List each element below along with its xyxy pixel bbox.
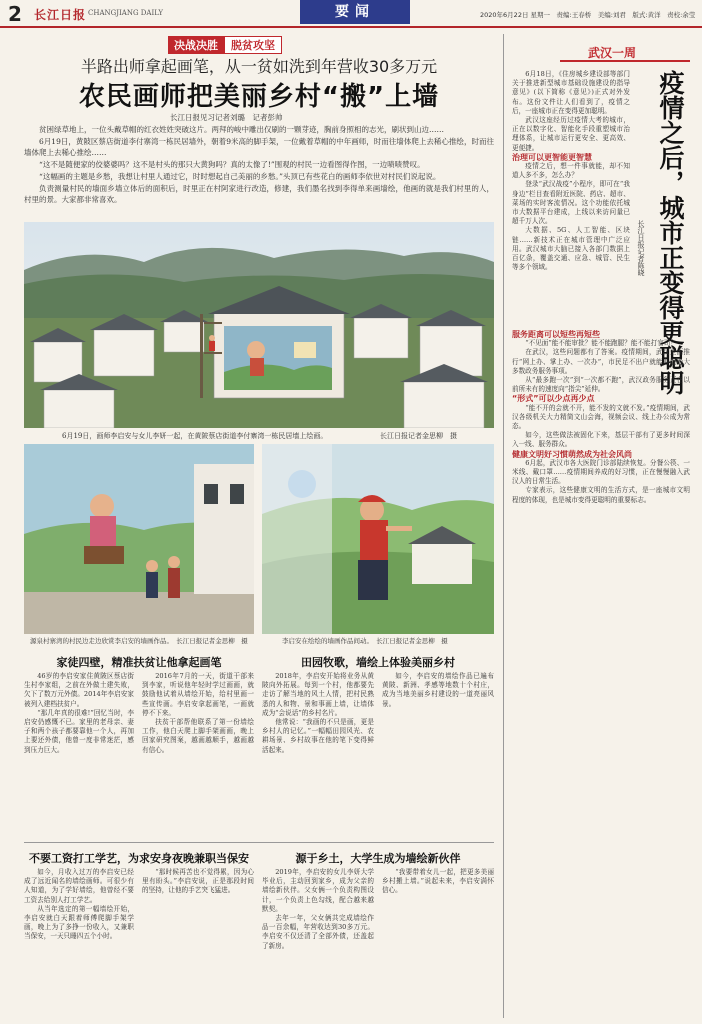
section-heading: 源于乡土，大学生成为墙绘新伙伴 bbox=[295, 852, 461, 865]
right-headline: 疫情之后，城市正变得更聪明 bbox=[656, 70, 685, 395]
paper-subtitle: CHANGJIANG DAILY bbox=[88, 9, 164, 17]
right-byline: 长江日报记者陈晓 bbox=[637, 220, 645, 276]
section-divider bbox=[24, 842, 494, 843]
story-kicker: 半路出师拿起画笔，从一贫如洗到年营收30多万元 bbox=[80, 57, 438, 76]
lead-paragraph: 负责测量村民的墙面乡墙立体后的面积后，时里正在村阿家进行改造，修建，我们墨名找到李得单来画墙绘，他画的就是我们村里的人，村里的景。大家都非常喜欢。 bbox=[24, 184, 494, 204]
section-body: 如今，月收入过万的李启安已经成了远近闻名的墙绘画师。可很少有人知道，为了学好墙绘，他曾经不要工资去给别人打工学艺。 从当年选定的第一幅墙绘开始，李启安就白天跟着师傅爬脚手架学画，晚上为了多挣一份收入，又兼职当保安，一天只睡四五个小时。 bbox=[24, 868, 134, 941]
page-number: 2 bbox=[8, 2, 22, 26]
lead-paragraph: 6月19日，黄陂区蔡店街道李付寨湾一栋民居墙外，朝着9米高的脚手架，一位戴着草帽的中年画师，时而往墙体爬上去稀心推绘，时而往墙体爬上去稀心推绘…… bbox=[24, 137, 494, 157]
section-body: “那时候再苦也不觉得累，因为心里有盼头。”李启安说，正是那段时间的坚持，让他的手艺突飞猛进。 bbox=[142, 868, 254, 895]
right-subheading: “形式”可以少点再少点 bbox=[512, 394, 595, 404]
section-heading: 田园牧歌，墙绘上体验美丽乡村 bbox=[301, 656, 455, 669]
photo-villagers-viewing-mural bbox=[24, 444, 254, 634]
photo-painter-at-work bbox=[262, 444, 494, 634]
lead-paragraph: 贫困绿草地上，一位头戴草帽的红衣姓姓突破这片。两拜的峻中雕出仅刷的一颗芽迹，胸前身照相的志光，刷状到山边…… bbox=[39, 125, 444, 134]
story-lead bbox=[24, 124, 494, 206]
right-subheading: 服务距离可以短些再短些 bbox=[512, 330, 600, 339]
section-heading: 不要工资打工学艺，为求安身夜晚兼职当保安 bbox=[29, 852, 249, 865]
section-body: “我要带着女儿一起，把更多美丽乡村搬上墙。”说起未来，李启安满怀信心。 bbox=[382, 868, 494, 895]
topic-tags bbox=[168, 34, 282, 50]
column-divider bbox=[503, 34, 504, 1018]
topic-tag-secondary: 脱贫攻坚 bbox=[224, 36, 282, 54]
column-tag-bar bbox=[560, 60, 690, 62]
section-body: 2019年，李启安的女儿李妍大学毕业后，主动回到家乡，成为父亲的墙绘新伙伴。父女俩一个负责构图设计，一个负责上色勾线，配合越来越默契。 去年一年，父女俩共完成墙绘作品一百余幅，年营收达到30多万元。李启安不仅还清了全部外债，还盖起了新房。 bbox=[262, 868, 374, 950]
section-title: 要闻 bbox=[300, 0, 410, 24]
right-subheading: 治理可以更智能更智慧 bbox=[512, 152, 592, 162]
section-heading: 家徒四壁，精准扶贫让他拿起画笔 bbox=[56, 656, 222, 669]
right-article-body: 服务距离可以短些再短些 “不见面”能不能审批？能不能跑腿？能不能打官司？ 在武汉，这些问题都有了答案。疫情期间，武汉全面推行“网上办、掌上办、一次办”，市民足不出户就能办理绝大多数政务服务事项。 从“最多跑一次”到“一次都不跑”，武汉政务服务正在以前所未有的速度向“指尖”延伸。 “形式”可以少点再少点 “能不开的会就不开，能不发的文就不发。”疫情期间，武汉各级机关大力精简文山会海，视频会议、线上办公成为常态。 如今，这些做法被固化下来，基层干部有了更多时间深入一线、服务群众。 健康文明好习惯萌然成为社会风尚 6月起，武汉市各大医院门诊部陆续恢复。分餐公筷、一米线、戴口罩……疫情期间养成的好习惯，正在慢慢融入武汉人的日常生活。 专家表示，这些健康文明的生活方式，是一座城市文明程度的体现，也是城市变得更聪明的重要标志。 bbox=[512, 330, 690, 504]
section-body: 如今，李启安的墙绘作品已遍布黄陂、新洲、孝感等地数十个村庄，成为当地美丽乡村建设的一道亮丽风景。 bbox=[382, 672, 494, 708]
main-photo-caption: 6月19日，画师李启安与女儿李妍一起，在黄陂蔡店街道李付寨湾一栋民居墙上绘画。 bbox=[62, 432, 328, 440]
issue-meta: 2020年6月22日 星期一 责编:王春桥 美编:刘君 版式:黄洋 责校:余莹 bbox=[480, 11, 696, 19]
column-tag: 武汉一周 bbox=[588, 46, 637, 60]
main-photo-credit: 长江日报记者金思柳 摄 bbox=[380, 432, 457, 440]
section-body: 2016年7月的一天，街道干部来到李家，听说他年轻时学过画画，就鼓励他试着从墙绘开始，给村里画一些宣传画。李启安拿起画笔，一画就停不下来。 扶贫干部帮他联系了第一份墙绘工作，他白天爬上脚手架画画，晚上回家研究图案，越画越顺手，越画越有信心。 bbox=[142, 672, 254, 754]
story-byline: 长江日报见习记者刘璐 记者彭帅 bbox=[170, 113, 283, 122]
lead-paragraph: “这不是随便家的佼婆婆吗？这不是村头的那只大黄狗吗？真的太像了!”围观的村民一边看图得作图，一边啧啧赞叹。 bbox=[39, 160, 425, 169]
right-subheading: 健康文明好习惯萌然成为社会风尚 bbox=[512, 449, 632, 459]
right-article-body: 6月18日，《住房城乡建设部等部门关于推进新型城市基础设施建设的指导意见》(以下简称《意见》)正式对外发布。这份文件让人们看到了，疫情之后，一座城市正在变得更加聪明。 武汉这座经历过疫情大考的城市，正在以数字化、智能化手段重塑城市治理体系，让城市运行更安全、更高效、更便捷。 治理可以更智能更智慧 疫情之后，想一件事就能，却不知道人多不多，怎么办？ 登录“武汉战疫”小程序，即可在“我身边”栏目查看附近医院、药店、超市、菜场的实时客流情况。这个功能依托城市大数据平台建成，上线以来访问量已超千万人次。 大数据、5G、人工智能、区块链……新技术正在城市管理中广泛应用。武汉城市大脑已接入各部门数据上百亿条，覆盖交通、应急、城管、民生等多个领域。 bbox=[512, 70, 630, 272]
section-body: 46岁的李启安家住黄陂区蔡店街生村李家组，之前在外做土建失败，欠下了数万元外债。2014年李启安家被列入建档扶贫户。 “那几年真的很难!”回忆当时，李启安仍感慨不已。家里的老母亲、妻子和两个孩子都要靠他一个人，再加上要还外债，他曾一度非常迷茫，感到压力巨大。 bbox=[24, 672, 134, 754]
section-body: 2018年，李启安开始将业务从黄陂向外拓展。每到一个村，他都要先走访了解当地的风土人情，把村民熟悉的人和物、景和事画上墙，让墙体成为“会说话”的乡村名片。 他常说：“我画的不只是画，更是乡村人的记忆。”一幅幅田园风光、农耕场景、乡村故事在他的笔下变得鲜活起来。 bbox=[262, 672, 374, 754]
story-headline: 农民画师把美丽乡村“搬”上墙 bbox=[78, 82, 440, 112]
photo-a-caption: 源泉村寨湾的村民边走边欣赏李启安的墙画作品。 长江日报记者金思柳 摄 bbox=[30, 637, 248, 645]
lead-paragraph: “这幅画的主题是乡愁，我想让村里人通过它，时时想起自己美丽的乡愁。”头顶已有些花白的画师李依世对村民们说起说。 bbox=[39, 172, 441, 181]
paper-name: 长江日报 bbox=[34, 8, 87, 22]
main-photo-village-mural bbox=[24, 222, 494, 428]
topic-tag-primary: 决战决胜 bbox=[168, 36, 224, 54]
photo-b-caption: 李启安在绘绘的墙画作品间动。 长江日报记者金思柳 摄 bbox=[282, 637, 448, 645]
